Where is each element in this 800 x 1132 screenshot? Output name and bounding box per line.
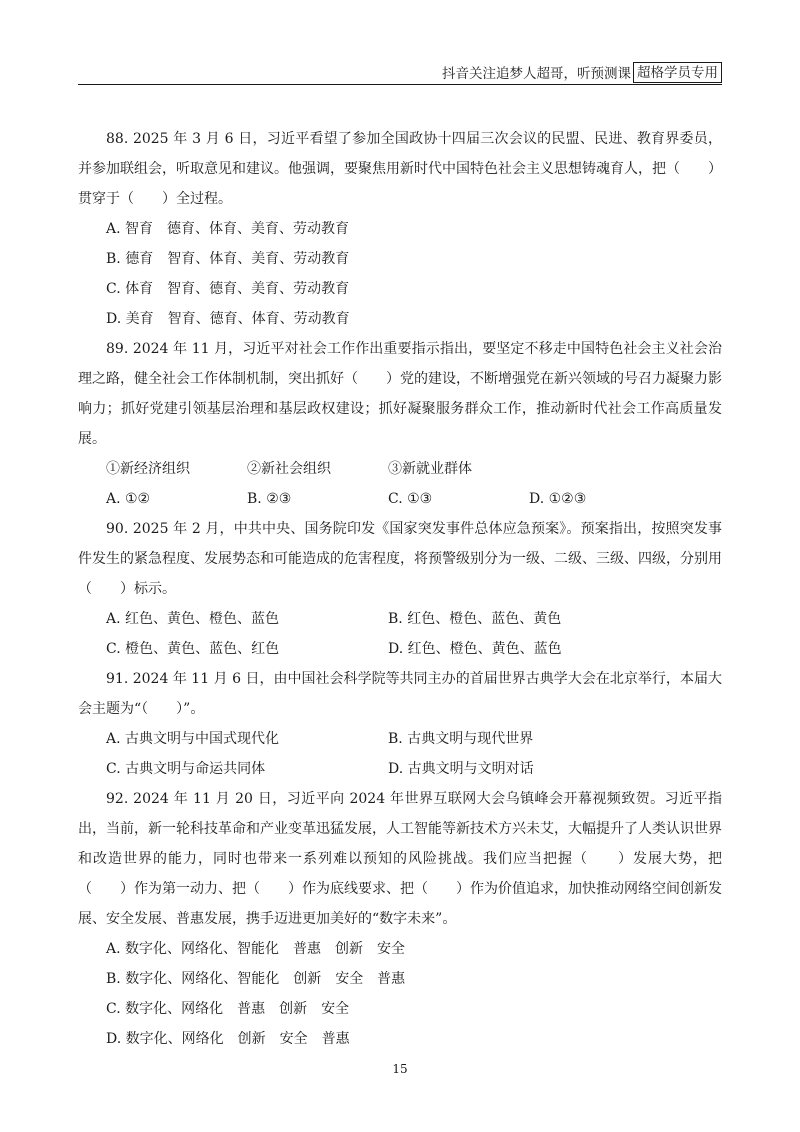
statement-item-1: ①新经济组织 xyxy=(106,461,190,477)
options-row xyxy=(78,484,722,514)
header-boxed-label: 超格学员专用 xyxy=(633,62,722,83)
question-stem: 88. 2025 年 3 月 6 日，习近平看望了参加全国政协十四届三次会议的民盟、民进、教育界委员，并参加联组会，听取意见和建议。他强调，要聚焦用新时代中国特色社会主义思想铸魂育人，把（ ）贯穿于（ ）全过程。 xyxy=(78,131,722,207)
option-c: C. ①③ xyxy=(388,491,433,507)
option-d: D. ①②③ xyxy=(529,491,587,507)
option-a: A. 数字化、网络化、智能化 普惠 创新 安全 xyxy=(106,941,406,957)
option-c: C. 古典文明与命运共同体 xyxy=(106,761,266,777)
question-91 xyxy=(78,664,722,784)
header-promo-text: 抖音关注追梦人超哥，听预测课 xyxy=(442,66,631,82)
option-a: A. ①② xyxy=(106,491,151,507)
page-header xyxy=(78,60,722,84)
option-a: A. 古典文明与中国式现代化 xyxy=(106,731,280,747)
statement-item-3: ③新就业群体 xyxy=(388,461,472,477)
options-row xyxy=(78,634,722,664)
options-row xyxy=(78,754,722,784)
header-divider xyxy=(78,84,722,85)
statement-item-2: ②新社会组织 xyxy=(247,461,331,477)
question-89 xyxy=(78,334,722,514)
option-d: D. 红色、橙色、黄色、蓝色 xyxy=(388,641,562,657)
option-b: B. 德育 智育、体育、美育、劳动教育 xyxy=(106,251,350,267)
option-c: C. 橙色、黄色、蓝色、红色 xyxy=(106,641,280,657)
option-c: C. 数字化、网络化 普惠 创新 安全 xyxy=(106,1001,350,1017)
option-a: A. 智育 德育、体育、美育、劳动教育 xyxy=(106,221,350,237)
option-b: B. 古典文明与现代世界 xyxy=(388,731,534,747)
question-88 xyxy=(78,124,722,334)
question-stem: 89. 2024 年 11 月，习近平对社会工作作出重要指示指出，要坚定不移走中国特色社会主义社会治理之路，健全社会工作体制机制，突出抓好（ ）党的建设，不断增强党在新兴领域的号召力凝聚力影响力；抓好党建引领基层治理和基层政权建设；抓好凝聚服务群众工作，推动新时代社会工作高质量发展。 xyxy=(78,341,722,447)
option-b: B. 红色、橙色、蓝色、黄色 xyxy=(388,611,562,627)
question-stem: 92. 2024 年 11 月 20 日，习近平向 2024 年世界互联网大会乌镇峰会开幕视频致贺。习近平指出，当前，新一轮科技革命和产业变革迅猛发展，人工智能等新技术方兴未艾，大幅提升了人类认识世界和改造世界的能力，同时也带来一系列难以预知的风险挑战。我们应当把握（ ）发展大势，把（ ）作为第一动力、把（ ）作为底线要求、把（ ）作为价值追求，加快推动网络空间创新发展、安全发展、普惠发展，携手迈进更加美好的“数字未来”。 xyxy=(78,791,722,927)
option-d: D. 美育 智育、德育、体育、劳动教育 xyxy=(106,311,350,327)
question-stem: 90. 2025 年 2 月，中共中央、国务院印发《国家突发事件总体应急预案》。预案指出，按照突发事件发生的紧急程度、发展势态和可能造成的危害程度，将预警级别分为一级、二级、三级、四级，分别用（ ）标示。 xyxy=(78,521,722,597)
option-c: C. 体育 智育、德育、美育、劳动教育 xyxy=(106,281,350,297)
options-row xyxy=(78,724,722,754)
page-number: 15 xyxy=(392,1062,408,1076)
option-d: D. 数字化、网络化 创新 安全 普惠 xyxy=(106,1031,350,1047)
question-list xyxy=(78,124,722,1054)
option-b: B. 数字化、网络化、智能化 创新 安全 普惠 xyxy=(106,971,406,987)
statement-items xyxy=(78,454,722,484)
question-90 xyxy=(78,514,722,664)
question-stem: 91. 2024 年 11 月 6 日，由中国社会科学院等共同主办的首届世界古典学大会在北京举行，本届大会主题为“（ ）”。 xyxy=(78,671,722,717)
options-row xyxy=(78,604,722,634)
question-92 xyxy=(78,784,722,1054)
option-d: D. 古典文明与文明对话 xyxy=(388,761,534,777)
option-a: A. 红色、黄色、橙色、蓝色 xyxy=(106,611,280,627)
option-b: B. ②③ xyxy=(247,491,292,507)
